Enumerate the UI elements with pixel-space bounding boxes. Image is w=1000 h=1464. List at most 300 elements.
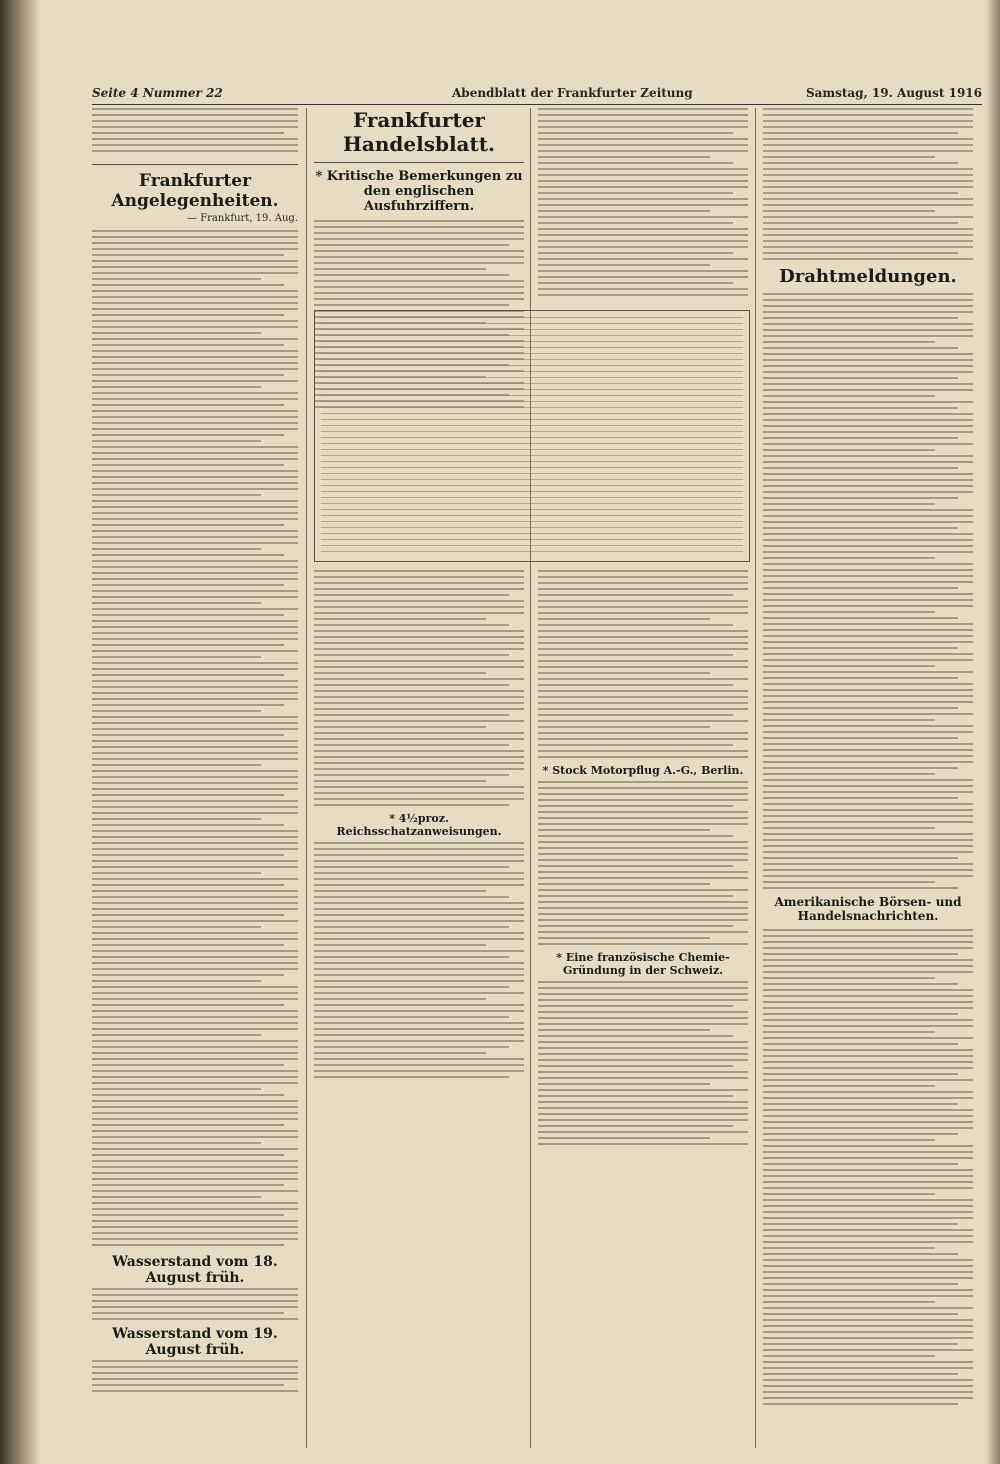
- text-line: [314, 702, 524, 704]
- text-line: [92, 554, 284, 556]
- text-line: [538, 1125, 733, 1127]
- text-line: [763, 443, 973, 445]
- text-line: [763, 1157, 973, 1159]
- text-line: [763, 192, 958, 194]
- text-line: [763, 401, 973, 403]
- text-line: [538, 246, 748, 248]
- text-line: [763, 1151, 973, 1153]
- text-line: [763, 1337, 973, 1339]
- column-lower-left: [314, 570, 524, 1082]
- text-line: [538, 252, 733, 254]
- text-line: [763, 252, 958, 254]
- text-line: [763, 995, 973, 997]
- text-line: [321, 425, 743, 426]
- text-line: [314, 570, 524, 572]
- text-line: [538, 829, 710, 831]
- text-line: [92, 1106, 298, 1108]
- text-line: [92, 1010, 298, 1012]
- text-line: [92, 132, 284, 134]
- text-line: [763, 941, 973, 943]
- text-line: [92, 668, 298, 670]
- text-line: [538, 114, 748, 116]
- text-line: [763, 833, 973, 835]
- text-line: [538, 738, 748, 740]
- text-line: [538, 937, 710, 939]
- text-line: [538, 883, 710, 885]
- text-line: [321, 479, 743, 480]
- text-line: [763, 156, 935, 158]
- text-line: [763, 371, 973, 373]
- text-line: [92, 1312, 284, 1314]
- text-line: [321, 455, 743, 456]
- drahtmeldungen-text: [763, 293, 973, 889]
- text-line: [538, 294, 748, 296]
- text-line: [92, 632, 298, 634]
- text-line: [92, 866, 298, 868]
- text-line: [92, 1142, 261, 1144]
- text-line: [763, 599, 973, 601]
- text-line: [314, 798, 524, 800]
- text-line: [763, 509, 973, 511]
- text-line: [763, 329, 973, 331]
- text-line: [92, 710, 261, 712]
- text-line: [92, 392, 298, 394]
- text-line: [92, 590, 298, 592]
- text-line: [763, 881, 935, 883]
- text-line: [538, 841, 748, 843]
- text-line: [314, 594, 509, 596]
- text-line: [314, 968, 524, 970]
- text-line: [92, 266, 298, 268]
- text-line: [538, 132, 733, 134]
- text-line: [538, 1065, 733, 1067]
- text-line: [92, 950, 298, 952]
- text-line: [92, 1046, 298, 1048]
- text-line: [763, 785, 973, 787]
- text-line: [321, 515, 743, 516]
- text-line: [314, 660, 524, 662]
- text-line: [763, 132, 958, 134]
- text-line: [538, 582, 748, 584]
- text-line: [538, 1017, 748, 1019]
- text-line: [314, 582, 524, 584]
- text-line: [92, 356, 298, 358]
- text-line: [763, 1247, 935, 1249]
- text-line: [538, 847, 748, 849]
- text-line: [321, 509, 743, 510]
- text-line: [92, 1390, 298, 1392]
- text-line: [92, 1004, 284, 1006]
- text-line: [538, 1131, 748, 1133]
- text-line: [538, 642, 748, 644]
- text-line: [538, 901, 748, 903]
- text-line: [314, 624, 509, 626]
- wasserstand-table-1: [92, 1288, 298, 1320]
- text-line: [314, 878, 524, 880]
- text-line: [763, 863, 973, 865]
- text-line: [763, 1235, 973, 1237]
- text-line: [92, 1112, 298, 1114]
- text-line: [763, 815, 973, 817]
- text-line: [314, 606, 524, 608]
- text-line: [92, 452, 298, 454]
- text-line: [92, 872, 261, 874]
- text-line: [92, 248, 298, 250]
- text-line: [92, 1094, 284, 1096]
- text-line: [763, 737, 958, 739]
- text-line: [92, 1148, 298, 1150]
- text-line: [314, 244, 509, 246]
- text-line: [763, 593, 973, 595]
- text-line: [92, 494, 261, 496]
- text-line: [314, 726, 486, 728]
- text-line: [314, 992, 524, 994]
- text-line: [321, 347, 743, 348]
- article-text-lower: [314, 570, 524, 806]
- text-line: [538, 144, 748, 146]
- text-line: [92, 926, 261, 928]
- text-line: [92, 1238, 298, 1240]
- text-line: [538, 993, 748, 995]
- text-line: [538, 612, 748, 614]
- text-line: [314, 804, 509, 806]
- text-line: [763, 317, 958, 319]
- text-line: [314, 756, 524, 758]
- text-line: [92, 1028, 298, 1030]
- text-line: [763, 186, 973, 188]
- text-line: [92, 1226, 298, 1228]
- chemie-heading: * Eine französische Chemie-Gründung in der Schweiz.: [556, 951, 730, 977]
- text-line: [314, 890, 486, 892]
- text-line: [763, 725, 973, 727]
- text-line: [321, 383, 743, 384]
- text-line: [538, 1137, 710, 1139]
- text-line: [538, 264, 710, 266]
- text-line: [763, 485, 973, 487]
- text-line: [92, 842, 298, 844]
- text-line: [92, 428, 298, 430]
- text-line: [763, 114, 973, 116]
- text-line: [538, 750, 748, 752]
- text-line: [763, 953, 958, 955]
- text-line: [763, 617, 958, 619]
- text-line: [538, 120, 748, 122]
- book-binding: [0, 0, 40, 1464]
- divider: [92, 164, 298, 165]
- column-rule: [306, 108, 307, 1448]
- text-line: [92, 1244, 284, 1246]
- text-line: [763, 431, 973, 433]
- text-line: [763, 341, 935, 343]
- stock-motorpflug-heading: * Stock Motorpflug A.-G., Berlin.: [542, 764, 744, 777]
- text-line: [538, 150, 748, 152]
- text-line: [321, 395, 743, 396]
- text-line: [763, 1193, 935, 1195]
- text-line: [92, 144, 298, 146]
- text-line: [92, 998, 298, 1000]
- text-line: [763, 198, 973, 200]
- text-line: [92, 302, 298, 304]
- text-line: [321, 437, 743, 438]
- text-line: [538, 919, 748, 921]
- text-line: [92, 830, 298, 832]
- divider: [314, 162, 524, 163]
- text-line: [314, 884, 524, 886]
- text-line: [92, 114, 298, 116]
- text-line: [321, 461, 743, 462]
- text-line: [538, 1005, 733, 1007]
- text-line: [763, 977, 935, 979]
- text-line: [314, 600, 524, 602]
- text-line: [321, 323, 743, 324]
- text-line: [763, 1331, 973, 1333]
- text-line: [321, 389, 743, 390]
- text-line: [92, 548, 261, 550]
- text-line: [538, 799, 748, 801]
- text-line: [314, 274, 509, 276]
- text-line: [763, 1277, 973, 1279]
- text-line: [538, 222, 733, 224]
- text-line: [92, 242, 298, 244]
- text-line: [763, 1049, 973, 1051]
- text-line: [92, 1384, 284, 1386]
- text-line: [538, 871, 748, 873]
- text-line: [92, 1016, 298, 1018]
- text-line: [538, 180, 748, 182]
- text-line: [763, 168, 973, 170]
- text-line: [763, 222, 958, 224]
- text-line: [314, 262, 524, 264]
- text-line: [92, 974, 284, 976]
- text-line: [763, 1307, 973, 1309]
- text-line: [763, 533, 973, 535]
- text-line: [763, 869, 973, 871]
- text-line: [763, 731, 973, 733]
- text-line: [763, 437, 958, 439]
- text-line: [763, 875, 973, 877]
- text-line: [763, 653, 973, 655]
- text-line: [314, 750, 524, 752]
- text-line: [763, 659, 973, 661]
- text-line: [763, 857, 958, 859]
- page-header: [92, 86, 982, 105]
- wasserstand-table-2: [92, 1360, 298, 1392]
- text-line: [314, 962, 524, 964]
- article-title: * Kritische Bemerkungen zu den englischen Ausfuhrziffern.: [315, 169, 523, 214]
- text-line: [538, 1035, 733, 1037]
- text-line: [763, 479, 973, 481]
- text-line: [321, 491, 743, 492]
- text-line: [92, 290, 298, 292]
- text-line: [763, 1031, 935, 1033]
- text-line: [92, 692, 298, 694]
- text-line: [538, 666, 748, 668]
- text-line: [763, 677, 958, 679]
- text-line: [763, 1103, 958, 1105]
- text-line: [538, 732, 748, 734]
- text-line: [763, 839, 973, 841]
- text-line: [92, 1154, 284, 1156]
- text-line: [92, 788, 298, 790]
- text-line: [314, 1022, 524, 1024]
- text-line: [314, 944, 486, 946]
- text-line: [92, 1130, 298, 1132]
- text-line: [314, 714, 509, 716]
- text-line: [538, 1071, 748, 1073]
- text-line: [92, 896, 298, 898]
- text-line: [763, 1199, 973, 1201]
- text-line: [92, 398, 298, 400]
- text-line: [92, 938, 298, 940]
- text-line: [763, 611, 935, 613]
- text-line: [92, 296, 298, 298]
- text-line: [321, 317, 743, 318]
- text-line: [92, 758, 298, 760]
- text-line: [763, 150, 973, 152]
- text-line: [538, 708, 748, 710]
- text-line: [314, 866, 509, 868]
- text-line: [763, 743, 973, 745]
- text-line: [763, 551, 973, 553]
- text-line: [314, 1070, 524, 1072]
- text-line: [763, 635, 973, 637]
- text-line: [763, 347, 958, 349]
- text-line: [763, 713, 973, 715]
- text-line: [92, 1172, 298, 1174]
- text-line: [763, 359, 973, 361]
- text-line: [538, 1095, 733, 1097]
- text-line: [92, 1378, 298, 1380]
- text-line: [538, 714, 733, 716]
- text-line: [763, 749, 973, 751]
- text-line: [321, 551, 743, 552]
- text-line: [763, 174, 973, 176]
- text-line: [538, 1143, 748, 1145]
- text-line: [763, 389, 973, 391]
- text-line: [763, 947, 973, 949]
- text-line: [763, 311, 973, 313]
- text-line: [763, 1019, 973, 1021]
- text-line: [763, 1343, 958, 1345]
- text-line: [314, 618, 486, 620]
- text-line: [314, 1040, 524, 1042]
- text-line: [314, 914, 524, 916]
- text-line: [538, 1011, 748, 1013]
- text-line: [92, 794, 284, 796]
- text-line: [314, 938, 524, 940]
- text-line: [92, 572, 298, 574]
- text-line: [763, 935, 973, 937]
- text-line: [92, 440, 261, 442]
- text-line: [92, 1202, 298, 1204]
- text-line: [314, 848, 524, 850]
- text-line: [314, 666, 524, 668]
- text-line: [92, 120, 298, 122]
- text-line: [92, 260, 298, 262]
- text-line: [314, 920, 524, 922]
- text-line: [538, 696, 748, 698]
- text-line: [92, 578, 298, 580]
- text-line: [314, 298, 524, 300]
- text-line: [314, 1016, 509, 1018]
- text-line: [538, 793, 748, 795]
- text-line: [763, 1001, 973, 1003]
- text-line: [538, 282, 733, 284]
- text-line: [92, 410, 298, 412]
- text-line: [763, 791, 973, 793]
- text-line: [763, 965, 973, 967]
- text-line: [92, 956, 298, 958]
- text-line: [538, 1041, 748, 1043]
- text-line: [763, 701, 973, 703]
- text-line: [92, 368, 298, 370]
- text-line: [314, 1058, 524, 1060]
- text-line: [763, 1253, 958, 1255]
- text-line: [763, 467, 958, 469]
- text-line: [321, 545, 743, 546]
- text-line: [92, 836, 298, 838]
- text-line: [538, 889, 748, 891]
- text-line: [92, 674, 284, 676]
- text-line: [538, 108, 748, 110]
- text-line: [92, 506, 298, 508]
- text-line: [92, 488, 298, 490]
- text-line: [321, 539, 743, 540]
- export-table: [314, 310, 750, 562]
- text-line: [538, 853, 748, 855]
- text-line: [763, 323, 973, 325]
- text-line: [314, 720, 524, 722]
- text-line: [538, 234, 748, 236]
- text-line: [763, 497, 958, 499]
- text-line: [538, 999, 748, 1001]
- text-line: [763, 1175, 973, 1177]
- text-line: [92, 1294, 298, 1296]
- text-line: [538, 943, 748, 945]
- text-line: [538, 138, 748, 140]
- text-line: [763, 126, 973, 128]
- text-line: [92, 482, 298, 484]
- text-line: [763, 779, 973, 781]
- text-line: [92, 332, 261, 334]
- amerikanisch-text: [763, 929, 973, 1405]
- text-line: [92, 1088, 261, 1090]
- text-line: [321, 365, 743, 366]
- text-line: [92, 818, 261, 820]
- text-line: [763, 521, 973, 523]
- text-line: [763, 1403, 958, 1405]
- text-line: [763, 138, 973, 140]
- text-line: [538, 186, 748, 188]
- text-line: [321, 467, 743, 468]
- text-line: [538, 726, 710, 728]
- text-line: [763, 971, 973, 973]
- text-line: [763, 1037, 973, 1039]
- text-line: [92, 1178, 298, 1180]
- text-line: [314, 774, 509, 776]
- text-line: [92, 746, 298, 748]
- text-line: [763, 983, 958, 985]
- text-line: [92, 434, 284, 436]
- text-line: [763, 1169, 973, 1171]
- text-line: [92, 1300, 298, 1302]
- text-line: [314, 256, 524, 258]
- text-line: [538, 913, 748, 915]
- text-line: [538, 228, 748, 230]
- text-line: [314, 304, 509, 306]
- text-line: [314, 738, 524, 740]
- text-line: [763, 1007, 973, 1009]
